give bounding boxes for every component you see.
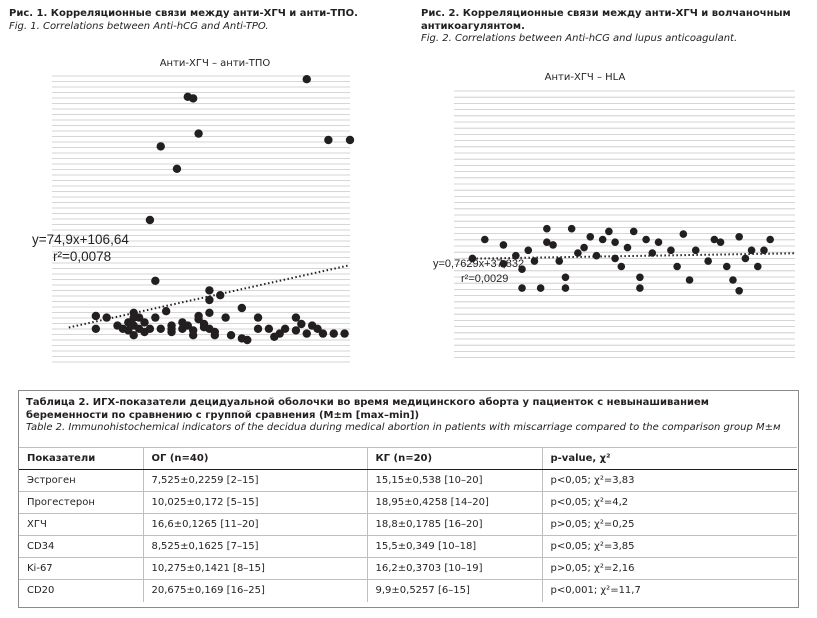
row-p: p<0,05; χ²=4,2 [542,492,797,514]
data-point [173,165,181,173]
data-point [624,244,632,252]
data-point [319,329,327,337]
data-point [243,336,251,344]
data-point [518,284,526,292]
chart2-r-squared: r²=0,0029 [461,273,509,285]
data-point [211,331,219,339]
data-point [742,255,750,263]
row-name: ХГЧ [19,514,143,536]
table-header-row [19,448,797,470]
row-og: 10,025±0,172 [5–15] [143,492,367,514]
data-point [630,228,638,236]
data-point [704,257,712,265]
data-point [130,331,138,339]
data-point [194,129,202,137]
data-point [636,284,644,292]
table-row [19,558,797,580]
data-point [562,284,570,292]
data-point [205,296,213,304]
data-point [537,284,545,292]
data-point [157,142,165,150]
data-point [189,331,197,339]
figure2-caption-ru: Рис. 2. Корреляционные связи между анти-ХГЧ и волчаночным антикоагулянтом. [421,8,791,32]
row-name: CD20 [19,580,143,602]
row-p: p>0,05; χ²=2,16 [542,558,797,580]
row-og: 8,525±0,1625 [7–15] [143,536,367,558]
table-row [19,536,797,558]
data-point [593,252,601,260]
data-point [760,247,768,255]
data-point [617,263,625,271]
figure1-caption [9,8,394,33]
row-kg: 18,8±0,1785 [16–20] [367,514,542,536]
row-og: 20,675±0,169 [16–25] [143,580,367,602]
chart1-regression-equation: y=74,9x+106,64 [32,232,129,247]
data-point [667,247,675,255]
data-point [729,276,737,284]
data-point [297,320,305,328]
row-og: 10,275±0,1421 [8–15] [143,558,367,580]
row-p: p>0,05; χ²=0,25 [542,514,797,536]
data-point [205,286,213,294]
data-point [717,238,725,246]
data-point [346,136,354,144]
data-point [157,325,165,333]
data-point [254,313,262,321]
data-point [324,136,332,144]
header-indicators: Показатели [19,448,143,470]
data-point [227,331,235,339]
scatter-chart-anti-hcg-anti-tpo [30,70,350,370]
row-og: 16,6±0,1265 [11–20] [143,514,367,536]
data-point [92,325,100,333]
chart1-r-squared: r²=0,0078 [53,249,112,264]
data-point [330,329,338,337]
data-point [673,263,681,271]
data-table [19,447,797,602]
data-point [766,236,774,244]
data-point [580,244,588,252]
figure1-caption-en: Fig. 1. Correlations between Anti-hCG and Anti-TPO. [9,20,269,32]
table-caption [26,397,792,435]
data-point [524,247,532,255]
data-point [680,230,688,238]
row-kg: 16,2±0,3703 [10–19] [367,558,542,580]
data-point [586,233,594,241]
data-point [92,312,100,320]
data-point [649,249,657,257]
data-point [642,236,650,244]
row-name: Ki-67 [19,558,143,580]
table-row [19,470,797,492]
data-point [549,241,557,249]
table-2 [18,390,799,608]
data-point [692,247,700,255]
data-point [140,318,148,326]
data-point [292,313,300,321]
data-point [481,236,489,244]
header-kg: КГ (n=20) [367,448,542,470]
data-point [611,238,619,246]
data-point [611,255,619,263]
row-kg: 15,15±0,538 [10–20] [367,470,542,492]
row-kg: 9,9±0,5257 [6–15] [367,580,542,602]
data-point [167,328,175,336]
figure1-caption-ru: Рис. 1. Корреляционные связи между анти-ХГЧ и анти-ТПО. [9,8,358,19]
data-point [151,277,159,285]
header-og: ОГ (n=40) [143,448,367,470]
data-point [686,276,694,284]
data-point [748,247,756,255]
chart2-title: Анти-ХГЧ – HLA [544,72,626,83]
data-point [102,313,110,321]
data-point [599,236,607,244]
data-point [500,241,508,249]
data-point [636,274,644,282]
data-point [543,225,551,233]
data-point [655,238,663,246]
scatter-chart-anti-hcg-hla [420,85,795,375]
table-row [19,514,797,536]
row-p: p<0,05; χ²=3,85 [542,536,797,558]
data-point [605,228,613,236]
data-point [265,325,273,333]
data-point [303,329,311,337]
data-point [303,75,311,83]
data-point [281,325,289,333]
data-point [221,313,229,321]
table-row [19,492,797,514]
data-point [555,257,563,265]
row-kg: 15,5±0,349 [10–18] [367,536,542,558]
data-point [146,216,154,224]
data-point [238,304,246,312]
data-point [574,249,582,257]
table-caption-en: Table 2. Immunohistochemical indicators of the decidua during medical abortion in patients with miscarriage compared to the comparison group M±м [26,422,781,433]
data-point [292,326,300,334]
data-point [531,257,539,265]
data-point [162,307,170,315]
data-point [205,309,213,317]
row-kg: 18,95±0,4258 [14–20] [367,492,542,514]
header-p-value: p-value, χ² [542,448,797,470]
row-name: Эстроген [19,470,143,492]
data-point [562,274,570,282]
row-p: p<0,001; χ²=11,7 [550,585,641,597]
data-point [735,233,743,241]
chart1-title: Анти-ХГЧ – анти-ТПО [159,58,271,69]
figure2-caption-en: Fig. 2. Correlations between Anti-hCG and lupus anticoagulant. [421,33,738,44]
data-point [254,325,262,333]
data-point [194,312,202,320]
table-caption-ru: Таблица 2. ИГХ-показатели децидуальной оболочки во время медицинского аборта у пациенток с невынашиванием беременности по сравнению с группой сравнения (M±m [max–min]) [26,397,709,421]
data-point [735,287,743,295]
row-name: Прогестерон [19,492,143,514]
data-point [340,329,348,337]
row-p: p<0,05; χ²=3,83 [542,470,797,492]
table-row [19,580,797,602]
chart2-regression-equation: y=0,7629x+37,832 [433,258,525,270]
data-point [754,263,762,271]
data-point [151,313,159,321]
data-point [723,263,731,271]
figure2-caption [421,8,811,46]
row-og: 7,525±0,2259 [2–15] [143,470,367,492]
data-point [184,93,192,101]
data-point [216,291,224,299]
data-point [146,325,154,333]
row-name: CD34 [19,536,143,558]
data-point [568,225,576,233]
